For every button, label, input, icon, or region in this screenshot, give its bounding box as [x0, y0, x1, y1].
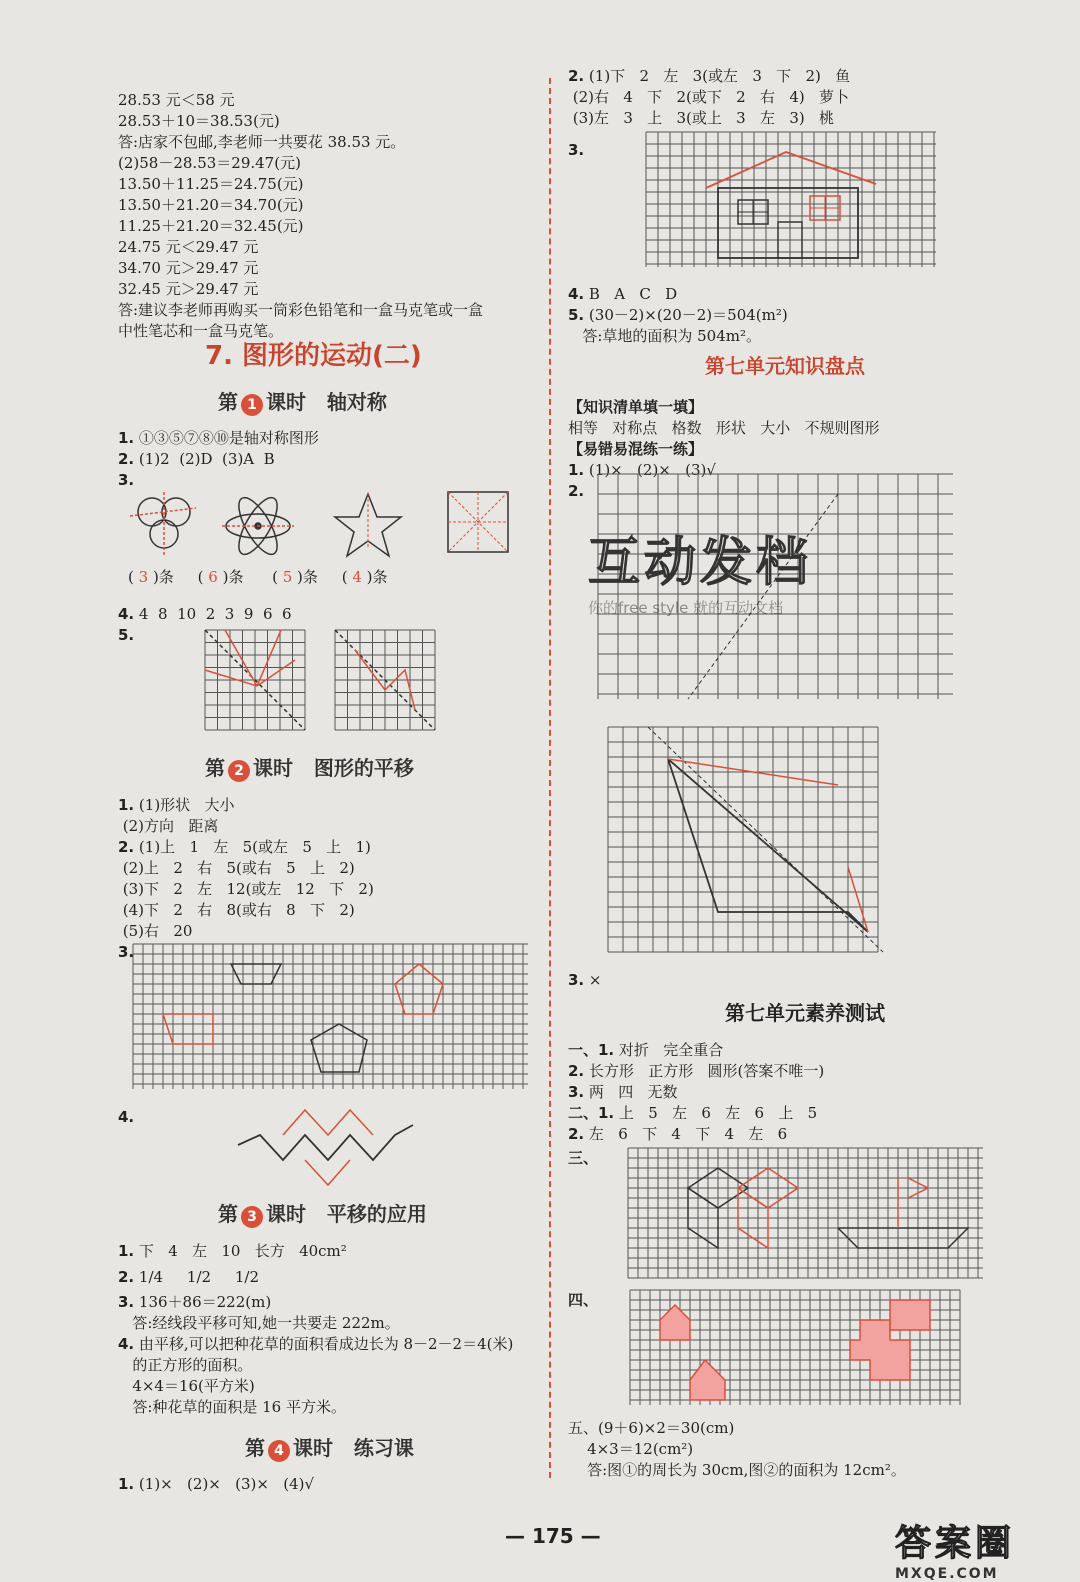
- q-num: 3.: [568, 971, 585, 989]
- text-line: [568, 305, 998, 326]
- text-line: [568, 326, 998, 347]
- q-num: 2.: [568, 67, 585, 85]
- lesson1-title: [218, 386, 387, 416]
- lesson1-suffix: 课时: [266, 390, 306, 414]
- lesson4-suffix: 课时: [293, 1436, 333, 1460]
- q-num: 4.: [118, 1108, 135, 1126]
- text-line: 13.50＋11.25＝24.75(元): [118, 175, 304, 193]
- line-text: 上 5 左 6 左 6 上 5: [618, 1104, 818, 1122]
- q-num: 5.: [118, 626, 135, 644]
- lesson3-num: 3: [241, 1206, 263, 1228]
- q-num: 1.: [118, 796, 135, 814]
- line-text: 左 6 下 4 下 4 左 6: [588, 1125, 788, 1143]
- unit-tiao: 条: [228, 568, 244, 586]
- text-line: [568, 1040, 998, 1061]
- corner-logo-sub: MXQE.COM: [895, 1566, 999, 1582]
- q-num: 四、: [568, 1291, 599, 1309]
- lesson1-q1-2: [118, 428, 538, 491]
- lesson3-lines: [118, 1241, 538, 1418]
- text-line: [118, 879, 538, 900]
- right-after-house: [568, 284, 998, 347]
- review-label-1: 【知识清单填一填】: [568, 398, 704, 416]
- translation-grid: [133, 944, 528, 1094]
- corner-logo-main: 答案圈: [895, 1523, 1016, 1564]
- q-num: 4.: [118, 605, 135, 623]
- lesson2-suffix: 课时: [253, 756, 293, 780]
- review-label-2: 【易错易混练一练】: [568, 440, 704, 458]
- lesson2-title: [205, 752, 414, 782]
- l1-q2-text: (1)2 (2)D (3)A B: [138, 450, 275, 468]
- watermark: [588, 520, 908, 630]
- text-line: 24.75 元＜29.47 元: [118, 238, 259, 256]
- q-num: 三、: [568, 1149, 599, 1167]
- lesson4-q1: [118, 1474, 538, 1495]
- test-grid-4: [630, 1290, 960, 1405]
- text-line: [568, 1061, 998, 1082]
- text-line: 28.53 元＜58 元: [118, 91, 235, 109]
- symmetry-answers: ( 3 )条 ( 6 )条 ( 5 )条 ( 4 )条: [128, 568, 388, 586]
- lesson1-name: 轴对称: [326, 390, 387, 414]
- answer-3: 5: [282, 568, 293, 586]
- text-line: [118, 1397, 538, 1418]
- lesson3-suffix: 课时: [266, 1202, 306, 1226]
- house-grid: [646, 132, 936, 267]
- q-num: 4.: [118, 1335, 135, 1353]
- unit-tiao: 条: [158, 568, 174, 586]
- fraction-1: 1/4: [138, 1268, 164, 1286]
- line-text: 长方形 正方形 圆形(答案不唯一): [588, 1062, 825, 1080]
- text-line: 答:店家不包邮,李老师一共要花 38.53 元。: [118, 133, 406, 151]
- q-num: 2.: [118, 450, 135, 468]
- text-line: 28.53＋10＝38.53(元): [118, 112, 280, 130]
- line-text: 答:经线段平移可知,她一共要走 222m。: [122, 1314, 400, 1332]
- q-num: 3.: [118, 1293, 135, 1311]
- l1-q4-text: 4 8 10 2 3 9 6 6: [138, 605, 292, 623]
- text-line: [118, 1292, 538, 1313]
- q-num: 4.: [568, 285, 585, 303]
- text-line: [568, 1103, 998, 1124]
- line-text: (30－2)×(20－2)＝504(m²): [588, 306, 788, 324]
- line-text: 答:种花草的面积是 16 平方米。: [122, 1398, 346, 1416]
- lesson3-prefix: 第: [218, 1202, 238, 1226]
- review-answers: 相等 对称点 格数 形状 大小 不规则图形: [568, 419, 880, 437]
- review-grid-2: [608, 727, 883, 952]
- line-text: (2)上 2 右 5(或右 5 上 2): [122, 859, 355, 877]
- q-num: 1.: [118, 429, 135, 447]
- lesson2-prefix: 第: [205, 756, 225, 780]
- review-q3: [568, 970, 998, 991]
- line-text: 对折 完全重合: [618, 1041, 724, 1059]
- q-num: 2.: [568, 1125, 585, 1143]
- lesson1-prefix: 第: [218, 390, 238, 414]
- text-line: 34.70 元＞29.47 元: [118, 259, 259, 277]
- q-num: 1.: [568, 461, 585, 479]
- l4-q1-text: (1)× (2)× (3)× (4)√: [138, 1475, 315, 1493]
- q-num: 2.: [118, 1268, 135, 1286]
- line-text: 136＋86＝222(m): [138, 1293, 272, 1311]
- star-figure: [335, 494, 401, 556]
- lesson4-title: [245, 1432, 414, 1462]
- left-top-lines: [118, 90, 538, 342]
- text-line: [118, 921, 538, 942]
- text-line: [568, 66, 998, 87]
- line-text: 的正方形的面积。: [122, 1356, 253, 1374]
- symmetry-grids: [205, 630, 445, 740]
- q-num: 5.: [568, 306, 585, 324]
- watermark-sub: 你的free style 就的互动文档: [588, 599, 784, 617]
- three-circles-figure: [130, 492, 196, 556]
- line-text: (1)上 1 左 5(或左 5 上 1): [138, 838, 371, 856]
- line-text: (2)方向 距离: [122, 817, 219, 835]
- q-num: 1.: [118, 1242, 135, 1260]
- lesson3-title: [218, 1198, 427, 1228]
- page-number-value: 175: [531, 1524, 574, 1548]
- unit-tiao: 条: [302, 568, 318, 586]
- text-line: [118, 1376, 538, 1397]
- left-column: [118, 90, 538, 342]
- q-num: 2.: [568, 1062, 585, 1080]
- unit-review-title: 第七单元知识盘点: [705, 354, 865, 378]
- r-q1-text: (1)× (2)× (3)√: [588, 461, 716, 479]
- text-line: [118, 795, 538, 816]
- text-line: (2)58－28.53＝29.47(元): [118, 154, 301, 172]
- l1-q1-text: ①③⑤⑦⑧⑩是轴对称图形: [138, 429, 319, 447]
- square-figure: [448, 492, 508, 552]
- text-line: 答:图①的周长为 30cm,图②的面积为 12cm²。: [568, 1461, 906, 1479]
- atom-figure: [222, 492, 294, 559]
- answer-1: 3: [138, 568, 149, 586]
- answer-2: 6: [208, 568, 218, 586]
- q-num: 1.: [118, 1475, 135, 1493]
- text-line: 4×3＝12(cm²): [568, 1440, 694, 1458]
- text-line: [118, 1313, 538, 1334]
- text-line: 32.45 元＞29.47 元: [118, 280, 259, 298]
- r-q3-text: ×: [588, 971, 602, 989]
- lesson2-lines: [118, 795, 538, 942]
- lesson3-name: 平移的应用: [326, 1202, 427, 1226]
- zigzag-figure: [238, 1100, 418, 1180]
- text-line: [118, 858, 538, 879]
- line-text: 答:草地的面积为 504m²。: [572, 327, 762, 345]
- unit-tiao: 条: [372, 568, 388, 586]
- line-text: (1)下 2 左 3(或左 3 下 2) 鱼: [588, 67, 851, 85]
- text-line: [568, 108, 998, 129]
- symmetry-figures: [118, 488, 538, 568]
- q-num: 二、1.: [568, 1104, 615, 1122]
- line-text: 两 四 无数: [588, 1083, 678, 1101]
- q-num: 3.: [118, 471, 135, 489]
- line-text: (1)形状 大小: [138, 796, 235, 814]
- text-line: 11.25＋21.20＝32.45(元): [118, 217, 304, 235]
- lesson4-num: 4: [268, 1440, 290, 1462]
- text-line: [568, 1082, 998, 1103]
- lesson3-more: [118, 1292, 538, 1418]
- chapter-title: 7. 图形的运动(二): [205, 341, 422, 371]
- line-text: (3)下 2 左 12(或左 12 下 2): [122, 880, 374, 898]
- text-line: 中性笔芯和一盒马克笔。: [118, 322, 284, 340]
- q-num: 2.: [568, 482, 585, 500]
- wu-lines: [568, 1418, 998, 1481]
- line-text: (2)右 4 下 2(或下 2 右 4) 萝卜: [572, 88, 850, 106]
- l3-q1-text: 下 4 左 10 长方 40cm²: [138, 1242, 347, 1260]
- right-top-lines: [568, 66, 998, 129]
- text-line: 五、(9＋6)×2＝30(cm): [568, 1419, 735, 1437]
- answer-4: 4: [352, 568, 362, 586]
- text-line: [118, 816, 538, 837]
- line-text: (5)右 20: [122, 922, 193, 940]
- text-line: [568, 87, 998, 108]
- watermark-main: 互动发档: [588, 533, 813, 593]
- page-number: — 175 —: [505, 1524, 601, 1548]
- test-lines: [568, 1040, 998, 1145]
- column-divider: [549, 78, 551, 1478]
- text-line: [118, 837, 538, 858]
- q-num: 3.: [118, 943, 135, 961]
- text-line: 13.50＋21.20＝34.70(元): [118, 196, 304, 214]
- q-num: 3.: [568, 1083, 585, 1101]
- text-line: [568, 284, 998, 305]
- text-line: [118, 1355, 538, 1376]
- text-line: [118, 900, 538, 921]
- line-text: (4)下 2 右 8(或右 8 下 2): [122, 901, 355, 919]
- fraction-2: 1/2: [186, 1268, 212, 1286]
- q-num: 一、1.: [568, 1041, 615, 1059]
- test-grid-3: [628, 1148, 988, 1278]
- line-text: B A C D: [588, 285, 678, 303]
- lesson2-num: 2: [228, 760, 250, 782]
- q-num: 3.: [568, 141, 585, 159]
- lesson2-name: 图形的平移: [313, 756, 414, 780]
- lesson4-name: 练习课: [353, 1436, 414, 1460]
- line-text: 4×4＝16(平方米): [122, 1377, 255, 1395]
- line-text: (3)左 3 上 3(或上 3 左 3) 桃: [572, 109, 835, 127]
- q-num: 2.: [118, 838, 135, 856]
- lesson4-prefix: 第: [245, 1436, 265, 1460]
- lesson1-num: 1: [241, 394, 263, 416]
- corner-logo: [895, 1515, 1015, 1582]
- line-text: 由平移,可以把种花草的面积看成边长为 8－2－2＝4(米): [138, 1335, 514, 1353]
- text-line: [568, 1124, 998, 1145]
- fraction-3: 1/2: [234, 1268, 260, 1286]
- text-line: [118, 1334, 538, 1355]
- text-line: 答:建议李老师再购买一筒彩色铅笔和一盒马克笔或一盒: [118, 301, 484, 319]
- unit-test-title: 第七单元素养测试: [725, 1001, 885, 1025]
